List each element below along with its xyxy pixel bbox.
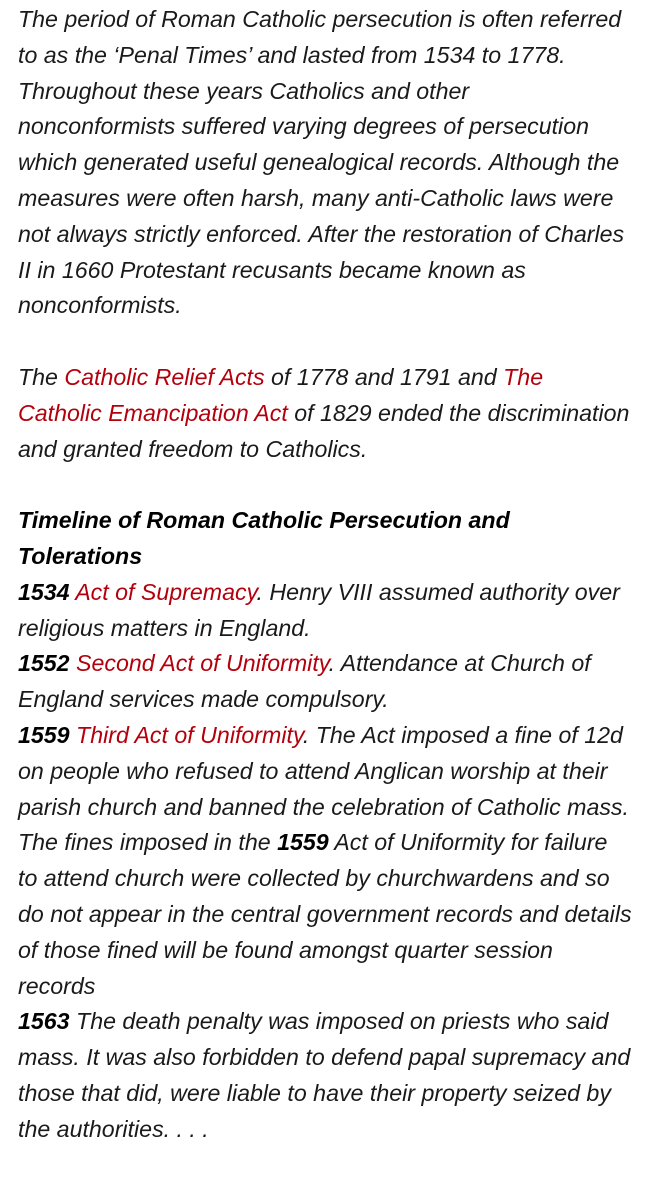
timeline-entry-1534 bbox=[18, 575, 632, 647]
entry-year: 1559 bbox=[18, 721, 70, 748]
catholic-emancipation-act-link[interactable]: The Catholic Emancipation Act bbox=[18, 363, 544, 426]
paragraph-spacer bbox=[18, 467, 632, 503]
relief-text-2: of 1778 and 1791 and bbox=[264, 363, 504, 390]
catholic-relief-acts-link[interactable]: Catholic Relief Acts bbox=[64, 363, 265, 390]
third-act-of-uniformity-link[interactable]: Third Act of Uniformity bbox=[76, 721, 303, 748]
intro-paragraph: The period of Roman Catholic persecution is often referred to as the ‘Penal Times’ and lasted from 1534 to 1778. Throughout these years Catholics and other nonconformists suffered varying degrees of persecution which generated useful genealogical records. Although the measures were often harsh, many anti-Catholic laws were not always strictly enforced. After the restoration of Charles II in 1660 Protestant recusants became known as nonconformists. bbox=[18, 6, 625, 319]
entry-year: 1552 bbox=[18, 650, 70, 677]
entry-inline-year: 1559 bbox=[277, 829, 329, 856]
entry-text: The death penalty was imposed on priests who said mass. It was also forbidden to defend papal supremacy and those that did, were liable to have their property seized by the authorities. . . . bbox=[18, 1008, 631, 1142]
timeline-entry-1559 bbox=[18, 718, 632, 1004]
timeline-entry-1563 bbox=[18, 1004, 632, 1147]
second-act-of-uniformity-link[interactable]: Second Act of Uniformity bbox=[76, 650, 329, 677]
timeline-entry-1552 bbox=[18, 646, 632, 718]
act-of-supremacy-link[interactable]: Act of Supremacy bbox=[75, 578, 257, 605]
entry-text: . Attendance at Church of England services made compulsory. bbox=[18, 650, 591, 713]
relief-paragraph bbox=[18, 360, 632, 467]
relief-text-3: of 1829 ended the discrimination and granted freedom to Catholics. bbox=[18, 399, 630, 462]
entry-year: 1534 bbox=[18, 578, 70, 605]
timeline-heading: Timeline of Roman Catholic Persecution and Tolerations bbox=[18, 507, 510, 569]
entry-text: . Henry VIII assumed authority over religious matters in England. bbox=[18, 578, 620, 641]
entry-text: Act of Uniformity for failure to attend church were collected by churchwardens and so do not appear in the central government records and details of those fined will be found amongst quarter session records bbox=[18, 829, 632, 999]
entry-text: . The Act imposed a fine of 12d on people who refused to attend Anglican worship at their parish church and banned the celebration of Catholic mass. The fines imposed in the bbox=[18, 721, 629, 856]
relief-text-1: The bbox=[18, 363, 65, 390]
paragraph-spacer bbox=[18, 324, 632, 360]
entry-year: 1563 bbox=[18, 1008, 70, 1035]
